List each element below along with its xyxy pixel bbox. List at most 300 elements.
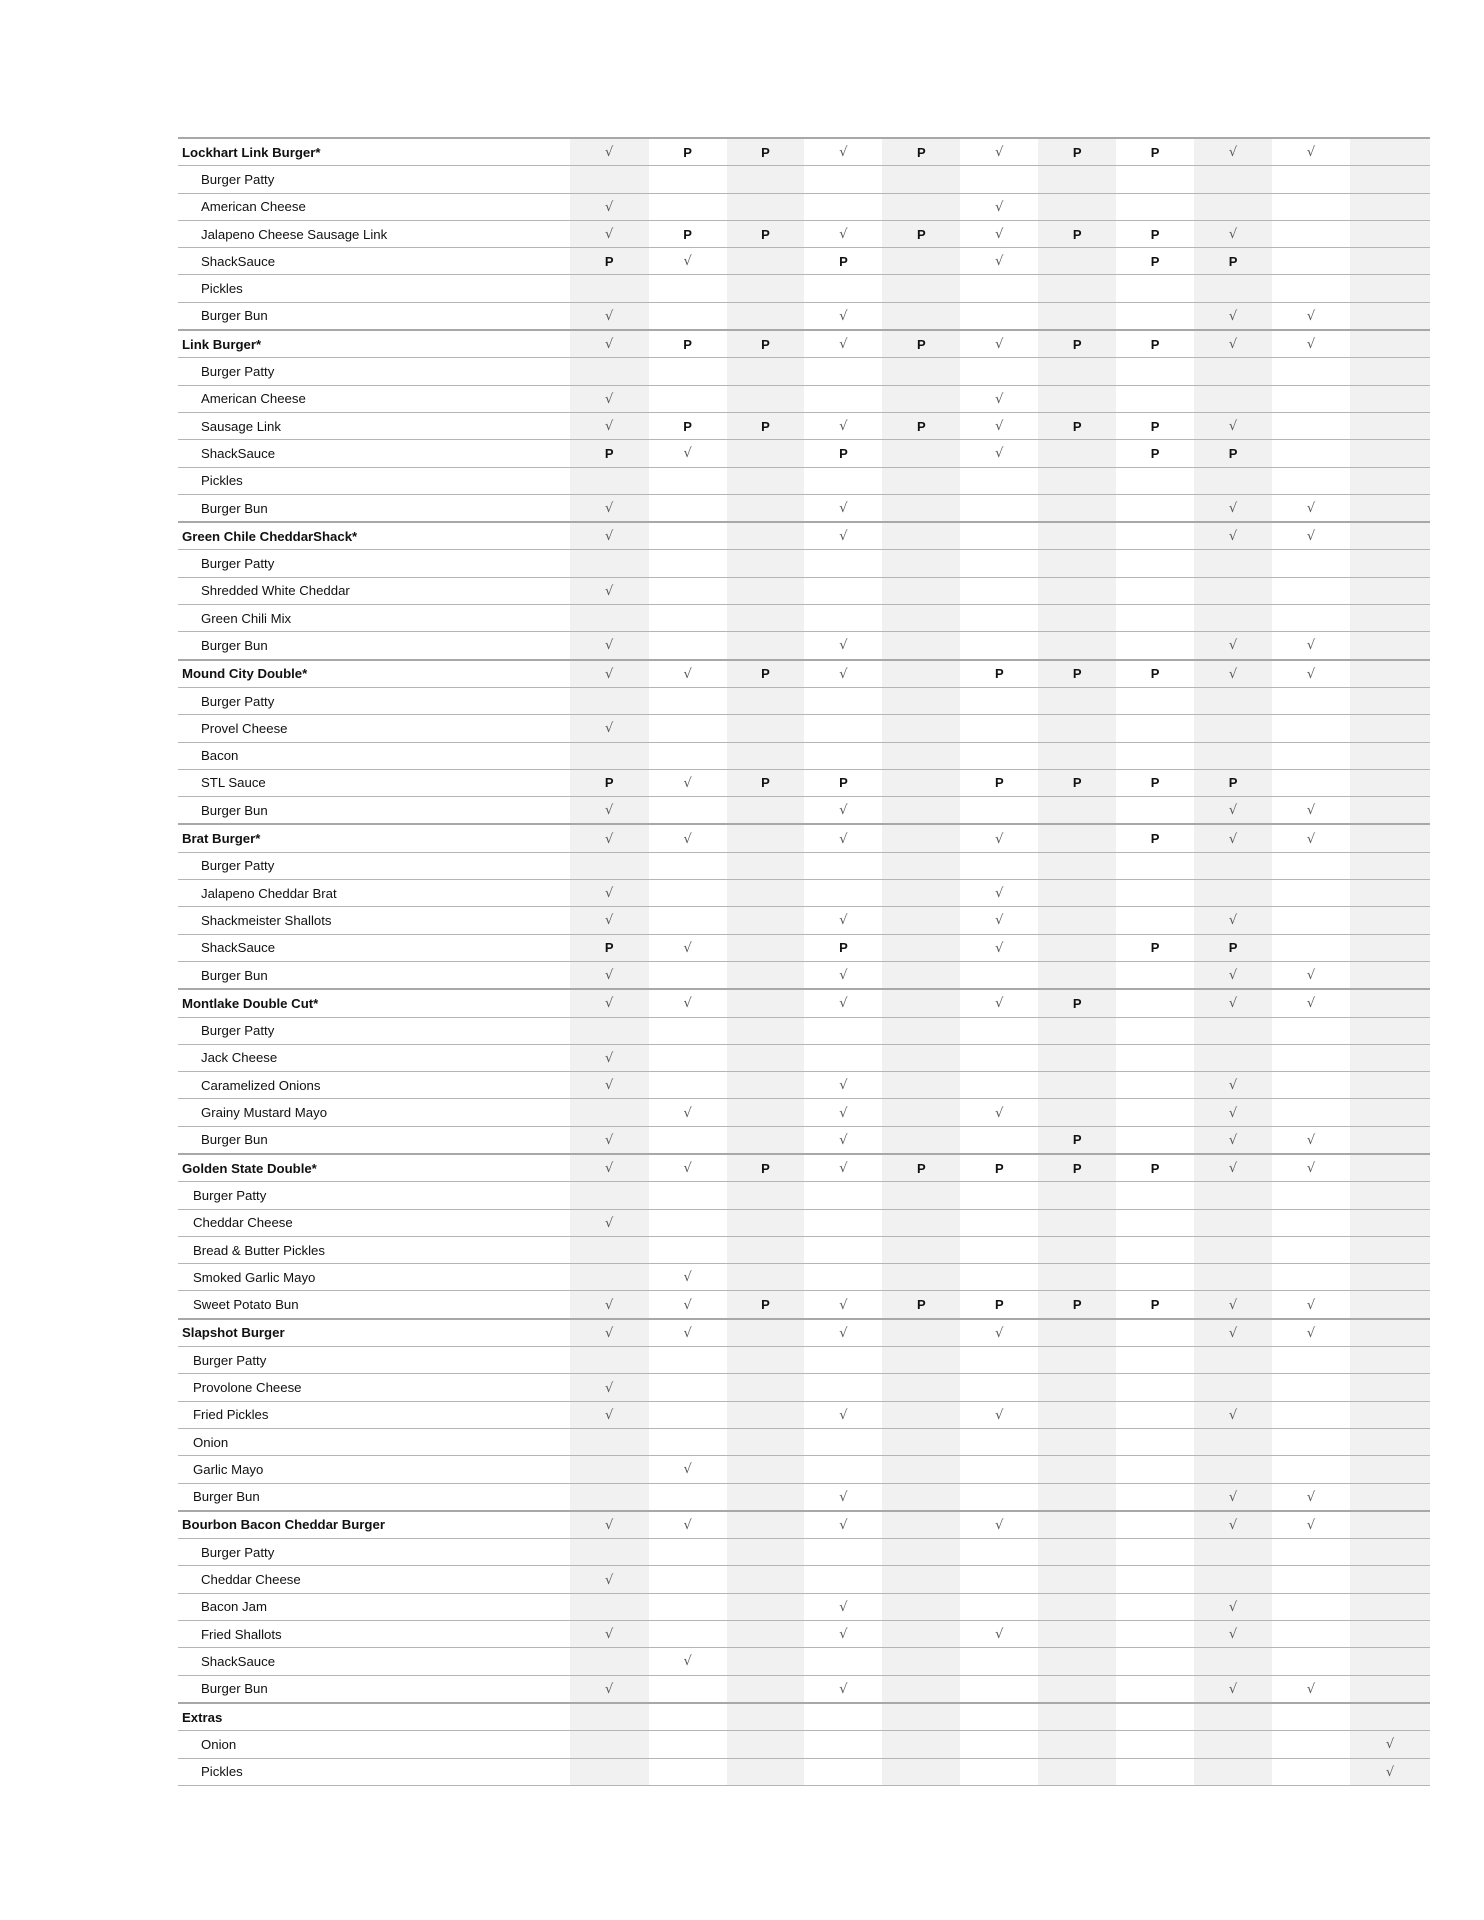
allergen-cell bbox=[1038, 550, 1116, 577]
allergen-cell bbox=[960, 880, 1038, 907]
allergen-cell bbox=[649, 1319, 727, 1347]
allergen-cell bbox=[649, 961, 727, 989]
ingredient-row bbox=[178, 220, 1430, 247]
allergen-cell bbox=[882, 1236, 960, 1263]
allergen-cell bbox=[649, 687, 727, 714]
allergen-cell bbox=[882, 1758, 960, 1785]
allergen-cell bbox=[570, 1675, 649, 1703]
check-mark: √ bbox=[683, 666, 692, 682]
allergen-cell bbox=[1272, 1291, 1350, 1319]
check-mark: √ bbox=[839, 913, 848, 929]
allergen-cell bbox=[804, 852, 882, 879]
allergen-cell bbox=[1272, 1264, 1350, 1291]
allergen-cell bbox=[727, 1456, 805, 1483]
allergen-cell bbox=[1350, 1264, 1430, 1291]
allergen-cell bbox=[882, 550, 960, 577]
allergen-cell bbox=[1272, 1017, 1350, 1044]
ingredient-row bbox=[178, 1347, 1430, 1374]
allergen-cell bbox=[960, 824, 1038, 852]
allergen-cell bbox=[1350, 248, 1430, 275]
menu-item-row bbox=[178, 1511, 1430, 1539]
allergen-cell bbox=[1350, 275, 1430, 302]
allergen-cell bbox=[882, 1731, 960, 1758]
allergen-cell bbox=[570, 1236, 649, 1263]
ingredient-row bbox=[178, 1593, 1430, 1620]
ingredient-name: Onion bbox=[178, 1731, 570, 1758]
allergen-cell bbox=[649, 1456, 727, 1483]
allergen-cell bbox=[727, 166, 805, 193]
allergen-cell bbox=[570, 961, 649, 989]
check-mark: √ bbox=[1306, 1132, 1316, 1148]
allergen-cell bbox=[1194, 797, 1272, 825]
allergen-cell bbox=[1272, 1593, 1350, 1620]
partial-mark: P bbox=[683, 336, 692, 352]
allergen-cell bbox=[1350, 934, 1430, 961]
allergen-cell bbox=[727, 632, 805, 660]
partial-mark: P bbox=[1228, 775, 1238, 791]
allergen-cell bbox=[1272, 1539, 1350, 1566]
check-mark: √ bbox=[605, 227, 614, 243]
allergen-cell bbox=[1116, 275, 1194, 302]
allergen-cell bbox=[1272, 1401, 1350, 1428]
allergen-cell bbox=[960, 275, 1038, 302]
check-mark: √ bbox=[995, 254, 1004, 270]
check-mark: √ bbox=[683, 1517, 692, 1533]
allergen-cell bbox=[1350, 220, 1430, 247]
allergen-cell bbox=[570, 934, 649, 961]
check-mark: √ bbox=[605, 1325, 614, 1341]
allergen-cell bbox=[882, 824, 960, 852]
ingredient-row bbox=[178, 166, 1430, 193]
allergen-cell bbox=[570, 715, 649, 742]
ingredient-row bbox=[178, 961, 1430, 989]
allergen-cell bbox=[1350, 1621, 1430, 1648]
allergen-cell bbox=[1038, 1374, 1116, 1401]
allergen-cell bbox=[882, 687, 960, 714]
menu-item-row bbox=[178, 1319, 1430, 1347]
allergen-cell bbox=[1038, 1264, 1116, 1291]
check-mark: √ bbox=[1228, 968, 1238, 984]
allergen-cell bbox=[1272, 577, 1350, 604]
partial-mark: P bbox=[761, 226, 770, 242]
allergen-cell bbox=[727, 715, 805, 742]
allergen-cell bbox=[649, 824, 727, 852]
partial-mark: P bbox=[994, 666, 1004, 682]
allergen-cell bbox=[1272, 1648, 1350, 1675]
allergen-cell bbox=[1350, 1428, 1430, 1455]
ingredient-row bbox=[178, 494, 1430, 522]
allergen-cell bbox=[804, 1319, 882, 1347]
allergen-cell bbox=[1038, 358, 1116, 385]
ingredient-row bbox=[178, 1182, 1430, 1209]
allergen-cell bbox=[570, 358, 649, 385]
check-mark: √ bbox=[839, 1489, 848, 1505]
allergen-cell bbox=[1350, 1511, 1430, 1539]
allergen-cell bbox=[1194, 1511, 1272, 1539]
allergen-cell bbox=[1038, 605, 1116, 632]
partial-mark: P bbox=[1072, 144, 1082, 160]
allergen-cell bbox=[570, 1566, 649, 1593]
ingredient-name: Smoked Garlic Mayo bbox=[178, 1264, 570, 1291]
ingredient-name: Cheddar Cheese bbox=[178, 1566, 570, 1593]
allergen-cell bbox=[882, 797, 960, 825]
allergen-cell bbox=[649, 220, 727, 247]
allergen-cell bbox=[570, 852, 649, 879]
check-mark: √ bbox=[995, 446, 1004, 462]
allergen-cell bbox=[1194, 330, 1272, 358]
allergen-cell bbox=[1194, 577, 1272, 604]
allergen-cell bbox=[1350, 440, 1430, 467]
allergen-cell bbox=[1116, 1539, 1194, 1566]
allergen-cell bbox=[1194, 1703, 1272, 1731]
partial-mark: P bbox=[604, 775, 614, 791]
allergen-cell bbox=[1272, 1511, 1350, 1539]
allergen-cell bbox=[960, 961, 1038, 989]
allergen-cell bbox=[960, 605, 1038, 632]
allergen-cell bbox=[1038, 522, 1116, 550]
allergen-cell bbox=[649, 1621, 727, 1648]
allergen-cell bbox=[1350, 1401, 1430, 1428]
menu-item-row bbox=[178, 522, 1430, 550]
allergen-cell bbox=[1038, 1017, 1116, 1044]
allergen-cell bbox=[649, 440, 727, 467]
allergen-cell bbox=[804, 1593, 882, 1620]
allergen-cell bbox=[570, 494, 649, 522]
ingredient-name: Fried Pickles bbox=[178, 1401, 570, 1428]
allergen-cell bbox=[649, 302, 727, 330]
ingredient-name: Shackmeister Shallots bbox=[178, 907, 570, 934]
ingredient-name: Fried Shallots bbox=[178, 1621, 570, 1648]
check-mark: √ bbox=[839, 1078, 848, 1094]
ingredient-name: Burger Bun bbox=[178, 797, 570, 825]
check-mark: √ bbox=[1228, 419, 1238, 435]
menu-item-name: Montlake Double Cut* bbox=[178, 989, 570, 1017]
allergen-cell bbox=[1194, 1347, 1272, 1374]
partial-mark: P bbox=[761, 1160, 770, 1176]
allergen-cell bbox=[1116, 467, 1194, 494]
allergen-cell bbox=[649, 934, 727, 961]
check-mark: √ bbox=[1306, 1489, 1316, 1505]
allergen-cell bbox=[1194, 824, 1272, 852]
allergen-cell bbox=[1194, 1731, 1272, 1758]
allergen-cell bbox=[1272, 1319, 1350, 1347]
partial-mark: P bbox=[1150, 666, 1160, 682]
allergen-cell bbox=[727, 1126, 805, 1154]
check-mark: √ bbox=[1228, 227, 1238, 243]
allergen-cell bbox=[570, 330, 649, 358]
partial-mark: P bbox=[604, 940, 614, 956]
allergen-cell bbox=[727, 1236, 805, 1263]
allergen-cell bbox=[1038, 1511, 1116, 1539]
ingredient-name: Burger Bun bbox=[178, 1126, 570, 1154]
allergen-cell bbox=[1194, 166, 1272, 193]
allergen-cell bbox=[1038, 1621, 1116, 1648]
allergen-cell bbox=[727, 193, 805, 220]
allergen-cell bbox=[1350, 907, 1430, 934]
allergen-cell bbox=[960, 1621, 1038, 1648]
allergen-cell bbox=[804, 220, 882, 247]
allergen-cell bbox=[1350, 1593, 1430, 1620]
check-mark: √ bbox=[605, 1297, 614, 1313]
ingredient-name: Garlic Mayo bbox=[178, 1456, 570, 1483]
allergen-cell bbox=[1350, 1648, 1430, 1675]
allergen-cell bbox=[1038, 797, 1116, 825]
allergen-cell bbox=[1116, 550, 1194, 577]
allergen-cell bbox=[649, 1154, 727, 1182]
allergen-cell bbox=[1116, 385, 1194, 412]
allergen-cell bbox=[1038, 275, 1116, 302]
check-mark: √ bbox=[1228, 1105, 1238, 1121]
allergen-cell bbox=[1350, 1703, 1430, 1731]
allergen-cell bbox=[570, 1593, 649, 1620]
allergen-cell bbox=[1194, 1539, 1272, 1566]
check-mark: √ bbox=[995, 913, 1004, 929]
allergen-cell bbox=[882, 522, 960, 550]
allergen-cell bbox=[1038, 1044, 1116, 1071]
ingredient-name: Bacon bbox=[178, 742, 570, 769]
allergen-cell bbox=[960, 1648, 1038, 1675]
allergen-cell bbox=[727, 605, 805, 632]
allergen-cell bbox=[960, 550, 1038, 577]
allergen-cell bbox=[960, 1758, 1038, 1785]
check-mark: √ bbox=[1385, 1737, 1395, 1753]
check-mark: √ bbox=[1228, 308, 1238, 324]
allergen-cell bbox=[804, 1621, 882, 1648]
allergen-cell bbox=[570, 989, 649, 1017]
menu-item-name: Extras bbox=[178, 1703, 570, 1731]
allergen-cell bbox=[960, 494, 1038, 522]
allergen-cell bbox=[1194, 1264, 1272, 1291]
ingredient-row bbox=[178, 687, 1430, 714]
check-mark: √ bbox=[839, 1105, 848, 1121]
allergen-cell bbox=[960, 769, 1038, 796]
ingredient-row bbox=[178, 1758, 1430, 1785]
allergen-cell bbox=[1116, 660, 1194, 688]
allergen-cell bbox=[1038, 1401, 1116, 1428]
check-mark: √ bbox=[1228, 996, 1238, 1012]
allergen-cell bbox=[882, 769, 960, 796]
allergen-cell bbox=[649, 467, 727, 494]
ingredient-row bbox=[178, 467, 1430, 494]
ingredient-row bbox=[178, 440, 1430, 467]
allergen-cell bbox=[649, 1044, 727, 1071]
allergen-cell bbox=[649, 1347, 727, 1374]
allergen-cell bbox=[1194, 769, 1272, 796]
check-mark: √ bbox=[605, 831, 614, 847]
allergen-cell bbox=[1038, 880, 1116, 907]
allergen-cell bbox=[1272, 1347, 1350, 1374]
allergen-cell bbox=[882, 1566, 960, 1593]
allergen-cell bbox=[727, 1648, 805, 1675]
allergen-cell bbox=[1194, 605, 1272, 632]
allergen-cell bbox=[1116, 1566, 1194, 1593]
allergen-cell bbox=[727, 1099, 805, 1126]
allergen-cell bbox=[570, 138, 649, 166]
allergen-cell bbox=[1116, 687, 1194, 714]
allergen-cell bbox=[804, 330, 882, 358]
ingredient-row bbox=[178, 632, 1430, 660]
allergen-cell bbox=[1194, 1044, 1272, 1071]
allergen-cell bbox=[882, 1264, 960, 1291]
allergen-cell bbox=[1272, 1675, 1350, 1703]
allergen-cell bbox=[1350, 989, 1430, 1017]
partial-mark: P bbox=[917, 1297, 926, 1313]
check-mark: √ bbox=[1228, 145, 1238, 161]
check-mark: √ bbox=[995, 391, 1004, 407]
allergen-cell bbox=[1350, 522, 1430, 550]
allergen-cell bbox=[960, 220, 1038, 247]
allergen-cell bbox=[727, 138, 805, 166]
allergen-cell bbox=[727, 1703, 805, 1731]
allergen-cell bbox=[1272, 248, 1350, 275]
allergen-cell bbox=[1194, 742, 1272, 769]
check-mark: √ bbox=[995, 996, 1004, 1012]
ingredient-name: Caramelized Onions bbox=[178, 1072, 570, 1099]
partial-mark: P bbox=[994, 1297, 1004, 1313]
check-mark: √ bbox=[605, 913, 614, 929]
allergen-cell bbox=[1116, 302, 1194, 330]
allergen-cell bbox=[570, 797, 649, 825]
allergen-cell bbox=[1350, 660, 1430, 688]
check-mark: √ bbox=[1228, 337, 1238, 353]
check-mark: √ bbox=[839, 831, 848, 847]
allergen-cell bbox=[960, 1511, 1038, 1539]
allergen-cell bbox=[1038, 1731, 1116, 1758]
allergen-cell bbox=[1116, 1428, 1194, 1455]
allergen-cell bbox=[1194, 1182, 1272, 1209]
allergen-cell bbox=[1272, 467, 1350, 494]
allergen-cell bbox=[1116, 577, 1194, 604]
allergen-cell bbox=[1194, 687, 1272, 714]
allergen-cell bbox=[1116, 824, 1194, 852]
ingredient-name: Jack Cheese bbox=[178, 1044, 570, 1071]
allergen-cell bbox=[1272, 330, 1350, 358]
allergen-cell bbox=[960, 412, 1038, 439]
allergen-cell bbox=[570, 577, 649, 604]
allergen-cell bbox=[1350, 550, 1430, 577]
allergen-cell bbox=[1350, 166, 1430, 193]
allergen-cell bbox=[649, 550, 727, 577]
allergen-cell bbox=[882, 220, 960, 247]
ingredient-name: STL Sauce bbox=[178, 769, 570, 796]
check-mark: √ bbox=[1306, 1325, 1316, 1341]
allergen-cell bbox=[570, 1017, 649, 1044]
check-mark: √ bbox=[1306, 1297, 1316, 1313]
allergen-cell bbox=[882, 577, 960, 604]
allergen-cell bbox=[727, 1182, 805, 1209]
check-mark: √ bbox=[683, 1654, 692, 1670]
allergen-cell bbox=[1272, 1621, 1350, 1648]
allergen-cell bbox=[1194, 1374, 1272, 1401]
partial-mark: P bbox=[917, 418, 926, 434]
partial-mark: P bbox=[1150, 144, 1160, 160]
allergen-cell bbox=[1194, 961, 1272, 989]
menu-item-row bbox=[178, 824, 1430, 852]
allergen-cell bbox=[1194, 934, 1272, 961]
allergen-cell bbox=[649, 1593, 727, 1620]
allergen-cell bbox=[1038, 907, 1116, 934]
check-mark: √ bbox=[1228, 913, 1238, 929]
check-mark: √ bbox=[683, 996, 692, 1012]
allergen-cell bbox=[1272, 1072, 1350, 1099]
allergen-cell bbox=[882, 1044, 960, 1071]
table-body bbox=[178, 138, 1430, 1785]
partial-mark: P bbox=[994, 1160, 1004, 1176]
allergen-cell bbox=[1038, 1126, 1116, 1154]
check-mark: √ bbox=[605, 529, 614, 545]
allergen-cell bbox=[1038, 1182, 1116, 1209]
allergen-cell bbox=[1194, 522, 1272, 550]
partial-mark: P bbox=[1150, 226, 1160, 242]
partial-mark: P bbox=[1072, 1297, 1082, 1313]
allergen-cell bbox=[649, 1126, 727, 1154]
menu-item-row bbox=[178, 989, 1430, 1017]
ingredient-row bbox=[178, 1017, 1430, 1044]
allergen-cell bbox=[1272, 166, 1350, 193]
allergen-cell bbox=[960, 660, 1038, 688]
allergen-cell bbox=[649, 715, 727, 742]
allergen-cell bbox=[960, 1401, 1038, 1428]
check-mark: √ bbox=[605, 391, 614, 407]
check-mark: √ bbox=[1228, 1407, 1238, 1423]
allergen-cell bbox=[1038, 1539, 1116, 1566]
partial-mark: P bbox=[839, 775, 848, 791]
ingredient-name: ShackSauce bbox=[178, 440, 570, 467]
allergen-cell bbox=[1194, 358, 1272, 385]
allergen-cell bbox=[804, 467, 882, 494]
allergen-cell bbox=[649, 494, 727, 522]
allergen-cell bbox=[727, 1319, 805, 1347]
allergen-cell bbox=[882, 1621, 960, 1648]
ingredient-row bbox=[178, 1621, 1430, 1648]
ingredient-row bbox=[178, 880, 1430, 907]
allergen-cell bbox=[1038, 193, 1116, 220]
check-mark: √ bbox=[605, 1161, 614, 1177]
check-mark: √ bbox=[605, 721, 614, 737]
allergen-cell bbox=[1116, 1731, 1194, 1758]
allergen-cell bbox=[1194, 1675, 1272, 1703]
allergen-cell bbox=[727, 577, 805, 604]
allergen-cell bbox=[1116, 1374, 1194, 1401]
allergen-cell bbox=[727, 330, 805, 358]
allergen-cell bbox=[1116, 1511, 1194, 1539]
allergen-cell bbox=[1350, 1566, 1430, 1593]
allergen-cell bbox=[1038, 1428, 1116, 1455]
allergen-cell bbox=[570, 1539, 649, 1566]
ingredient-name: Sweet Potato Bun bbox=[178, 1291, 570, 1319]
allergen-cell bbox=[727, 1154, 805, 1182]
allergen-cell bbox=[1116, 412, 1194, 439]
allergen-cell bbox=[960, 1566, 1038, 1593]
allergen-cell bbox=[804, 1291, 882, 1319]
check-mark: √ bbox=[995, 227, 1004, 243]
allergen-cell bbox=[1272, 1566, 1350, 1593]
check-mark: √ bbox=[605, 1681, 614, 1697]
menu-item-name: Brat Burger* bbox=[178, 824, 570, 852]
allergen-cell bbox=[649, 577, 727, 604]
check-mark: √ bbox=[683, 1105, 692, 1121]
allergen-cell bbox=[1116, 605, 1194, 632]
allergen-cell bbox=[649, 769, 727, 796]
allergen-cell bbox=[960, 385, 1038, 412]
allergen-cell bbox=[960, 907, 1038, 934]
partial-mark: P bbox=[917, 1160, 926, 1176]
allergen-cell bbox=[1038, 852, 1116, 879]
allergen-cell bbox=[727, 1264, 805, 1291]
check-mark: √ bbox=[1228, 831, 1238, 847]
partial-mark: P bbox=[683, 144, 692, 160]
allergen-cell bbox=[649, 1758, 727, 1785]
